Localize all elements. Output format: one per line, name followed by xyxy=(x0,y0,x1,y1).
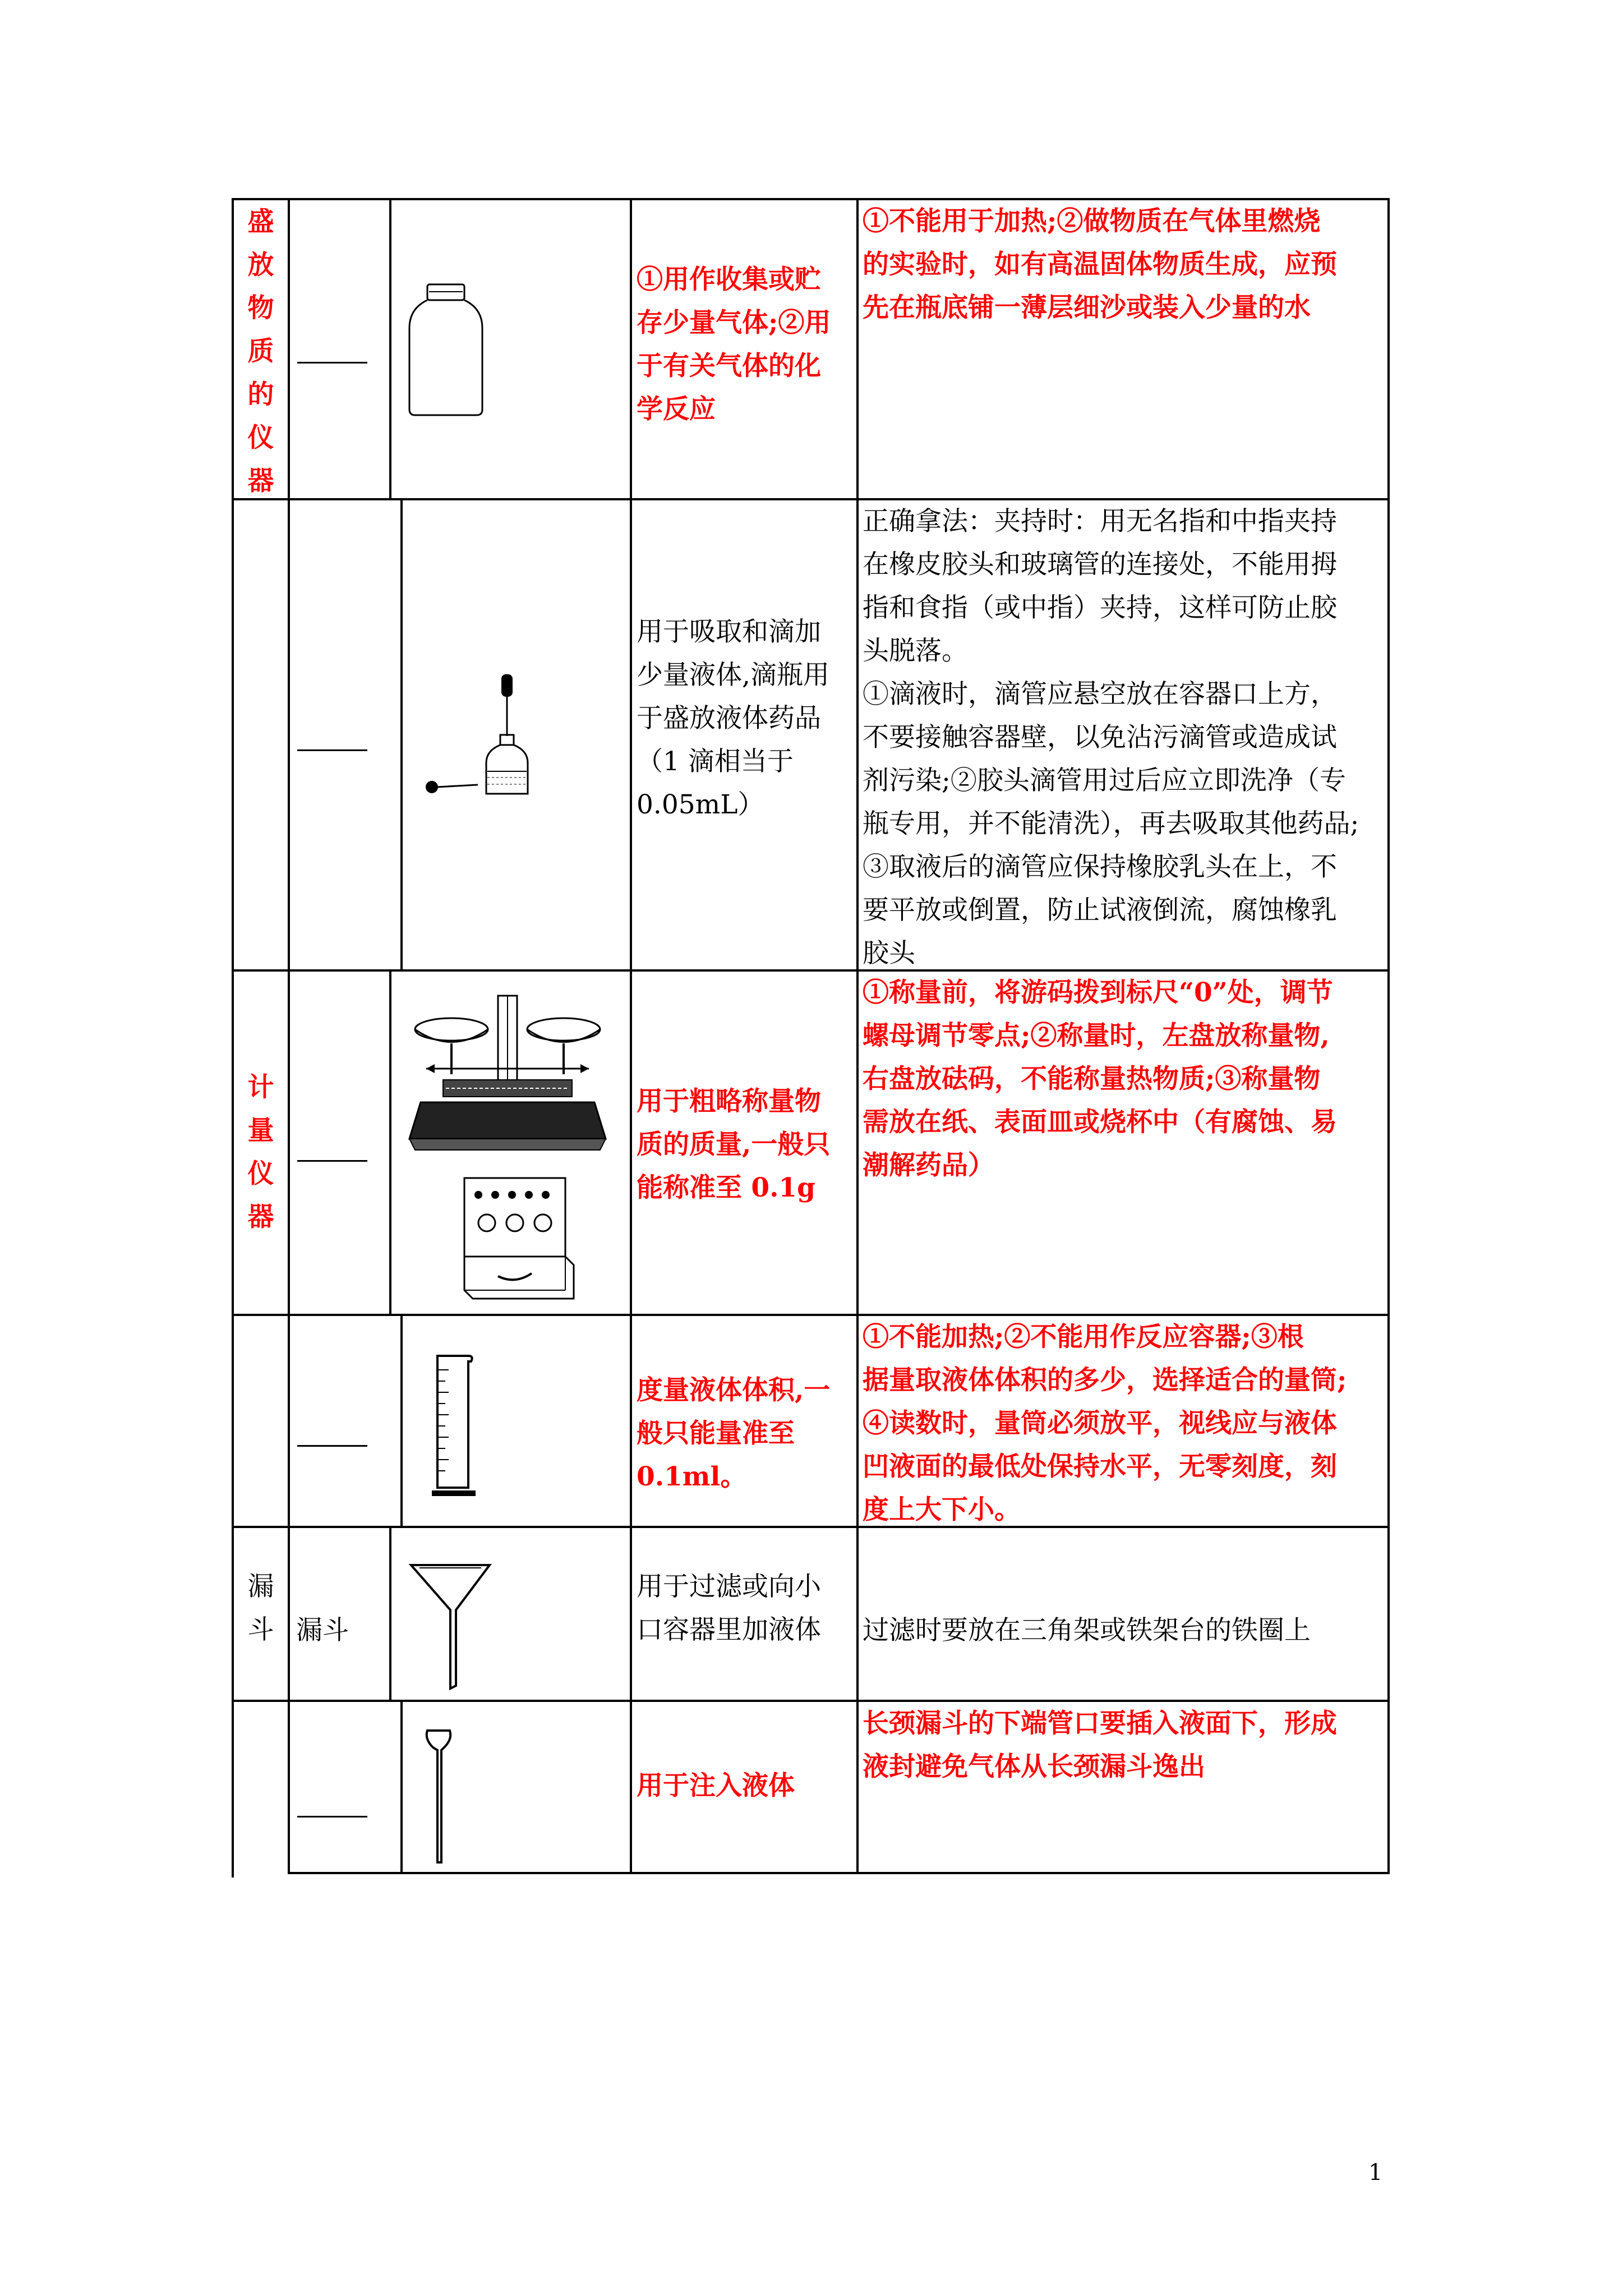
name-blank xyxy=(297,1816,367,1818)
dropper-and-bottle-image xyxy=(416,673,551,799)
weights-box-image xyxy=(453,1172,577,1301)
usage-cell: 用于注入液体 xyxy=(637,1770,795,1801)
table-rule xyxy=(630,198,632,1874)
table-rule xyxy=(389,198,391,500)
graduated-cylinder-image xyxy=(432,1353,482,1499)
table-rule xyxy=(400,498,403,972)
category-cell: 计 量 仪 器 xyxy=(247,1072,274,1232)
table-rule xyxy=(288,1700,290,1874)
usage-cell: 度量液体体积,一 般只能量准至 0.1ml。 xyxy=(637,1375,831,1492)
name-blank xyxy=(297,749,367,751)
table-rule xyxy=(400,1314,403,1528)
long-neck-funnel-image xyxy=(422,1728,455,1865)
notes-cell: 过滤时要放在三角架或铁架台的铁圈上 xyxy=(863,1615,1311,1646)
name-blank xyxy=(297,1445,367,1447)
table-rule xyxy=(389,969,391,1316)
table-rule xyxy=(400,1700,403,1874)
notes-cell: ①称量前，将游码拨到标尺“0”处，调节 螺母调节零点;②称量时，左盘放称量物, 右盘放砝码，不能称量热物质;③称量物 需放在纸、表面皿或烧杯中（有腐蚀、易 潮解药品） xyxy=(863,977,1337,1181)
name-blank xyxy=(297,362,367,364)
usage-cell: ①用作收集或贮 存少量气体;②用 于有关气体的化 学反应 xyxy=(637,264,831,425)
notes-cell: 正确拿法：夹持时：用无名指和中指夹持 在橡皮胶头和玻璃管的连接处，不能用拇 指和食指（或中指）夹持，这样可防止胶 头脱落。 ①滴液时，滴管应悬空放在容器口上方， 不要接触容器壁，以免沾污滴管或造成试 剂污染;②胶头滴管用过后应立即洗净（专 瓶专用，并不能清洗），再去吸取其他药品; ③取液后的滴管应保持橡胶乳头在上，不 要平放或倒置，防止试液倒流，腐蚀橡乳 胶头 xyxy=(863,506,1359,969)
table-rule xyxy=(288,1314,290,1528)
notes-cell: ①不能用于加热;②做物质在气体里燃烧 的实验时，如有高温固体物质生成，应预 先在瓶底铺一薄层细沙或装入少量的水 xyxy=(863,206,1337,323)
usage-cell: 用于过滤或向小 口容器里加液体 xyxy=(637,1571,821,1645)
table-rule xyxy=(288,969,290,1316)
notes-cell: ①不能加热;②不能用作反应容器;③根 据量取液体体积的多少，选择适合的量筒; ④读数时，量筒必须放平，视线应与液体 凹液面的最低处保持水平，无零刻度，刻 度上大下小。 xyxy=(863,1322,1347,1525)
category-cell: 盛 放 物 质 的 仪 器 xyxy=(247,206,274,496)
table-rule xyxy=(288,498,290,972)
category-cell: 漏 斗 xyxy=(247,1571,274,1645)
table-rule xyxy=(288,198,290,500)
gas-collecting-bottle-image xyxy=(404,283,488,418)
table-rule xyxy=(288,1872,1390,1874)
page-number: 1 xyxy=(1368,2160,1383,2185)
usage-cell: 用于粗略称量物 质的质量,一般只 能称准至 0.1g xyxy=(637,1086,831,1203)
table-rule xyxy=(389,1526,391,1702)
table-rule xyxy=(288,1526,290,1702)
name-cell: 漏斗 xyxy=(296,1615,349,1646)
notes-cell: 长颈漏斗的下端管口要插入液面下，形成 液封避免气体从长颈漏斗逸出 xyxy=(863,1708,1337,1782)
usage-cell: 用于吸取和滴加 少量液体,滴瓶用 于盛放液体药品 （1 滴相当于 0.05mL） xyxy=(637,616,829,820)
funnel-image xyxy=(408,1562,492,1691)
name-blank xyxy=(297,1160,367,1162)
table-rule xyxy=(856,198,859,1874)
platform-balance-image xyxy=(404,990,611,1158)
